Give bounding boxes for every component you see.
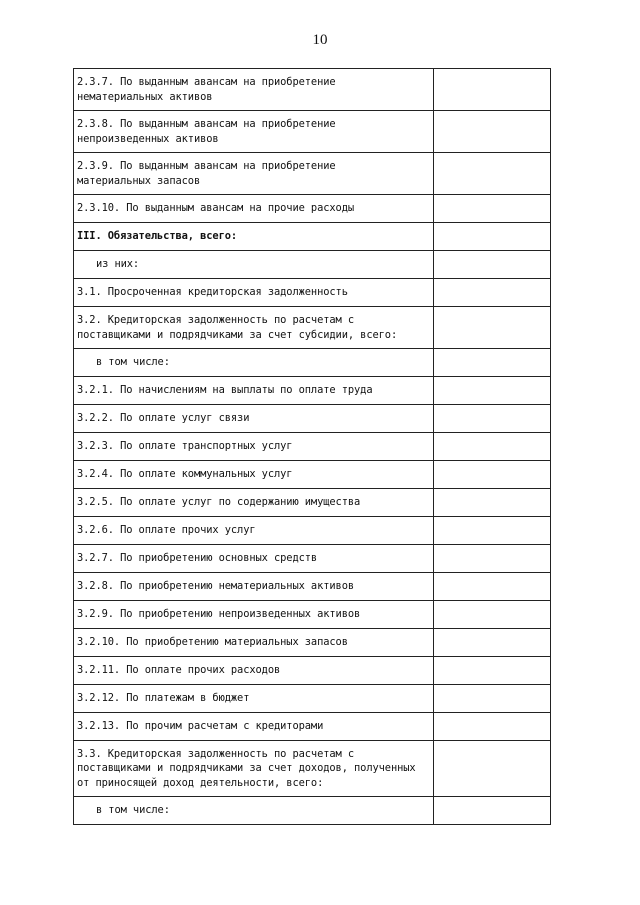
row-label: 3.2.5. По оплате услуг по содержанию имущества xyxy=(74,489,434,517)
row-label: из них: xyxy=(74,251,434,279)
row-value-cell xyxy=(434,741,551,797)
row-value-cell xyxy=(434,629,551,657)
table-row xyxy=(74,307,551,349)
table-row xyxy=(74,461,551,489)
row-label: 2.3.10. По выданным авансам на прочие расходы xyxy=(74,195,434,223)
row-label: III. Обязательства, всего: xyxy=(74,223,434,251)
row-value-cell xyxy=(434,489,551,517)
table-row xyxy=(74,153,551,195)
row-label: 2.3.8. По выданным авансам на приобретение непроизведенных активов xyxy=(74,111,434,153)
table-row xyxy=(74,573,551,601)
row-value-cell xyxy=(434,713,551,741)
row-value-cell xyxy=(434,657,551,685)
table-row xyxy=(74,279,551,307)
table-row xyxy=(74,349,551,377)
row-value-cell xyxy=(434,461,551,489)
row-value-cell xyxy=(434,601,551,629)
table-row xyxy=(74,377,551,405)
row-value-cell xyxy=(434,405,551,433)
row-value-cell xyxy=(434,517,551,545)
table-body xyxy=(74,69,551,825)
row-label: 3.2.8. По приобретению нематериальных активов xyxy=(74,573,434,601)
row-label: 2.3.9. По выданным авансам на приобретение материальных запасов xyxy=(74,153,434,195)
row-label: 3.2.10. По приобретению материальных запасов xyxy=(74,629,434,657)
row-value-cell xyxy=(434,111,551,153)
row-label: 3.1. Просроченная кредиторская задолженность xyxy=(74,279,434,307)
table-row xyxy=(74,545,551,573)
table-row xyxy=(74,111,551,153)
row-value-cell xyxy=(434,279,551,307)
row-value-cell xyxy=(434,223,551,251)
row-label: 3.2.13. По прочим расчетам с кредиторами xyxy=(74,713,434,741)
table-row xyxy=(74,657,551,685)
row-label: 3.2.2. По оплате услуг связи xyxy=(74,405,434,433)
table-row xyxy=(74,797,551,825)
row-label: 2.3.7. По выданным авансам на приобретение нематериальных активов xyxy=(74,69,434,111)
row-label: 3.2.7. По приобретению основных средств xyxy=(74,545,434,573)
row-value-cell xyxy=(434,195,551,223)
table-row xyxy=(74,223,551,251)
row-label: в том числе: xyxy=(74,797,434,825)
table-row xyxy=(74,629,551,657)
table-row xyxy=(74,685,551,713)
row-value-cell xyxy=(434,433,551,461)
table-row xyxy=(74,195,551,223)
page-number: 10 xyxy=(312,32,328,48)
table-row xyxy=(74,489,551,517)
row-value-cell xyxy=(434,545,551,573)
row-label: в том числе: xyxy=(74,349,434,377)
table-row xyxy=(74,601,551,629)
row-value-cell xyxy=(434,153,551,195)
row-value-cell xyxy=(434,797,551,825)
row-label: 3.2.11. По оплате прочих расходов xyxy=(74,657,434,685)
row-label: 3.3. Кредиторская задолженность по расчетам с поставщиками и подрядчиками за счет доходов, полученных от приносящей доход деятельности, всего: xyxy=(74,741,434,797)
row-label: 3.2. Кредиторская задолженность по расчетам с поставщиками и подрядчиками за счет субсидии, всего: xyxy=(74,307,434,349)
table-row xyxy=(74,713,551,741)
row-label: 3.2.4. По оплате коммунальных услуг xyxy=(74,461,434,489)
row-value-cell xyxy=(434,307,551,349)
financial-indicators-table xyxy=(73,68,551,825)
row-value-cell xyxy=(434,573,551,601)
row-label: 3.2.12. По платежам в бюджет xyxy=(74,685,434,713)
row-label: 3.2.9. По приобретению непроизведенных активов xyxy=(74,601,434,629)
row-value-cell xyxy=(434,377,551,405)
row-value-cell xyxy=(434,69,551,111)
row-label: 3.2.1. По начислениям на выплаты по оплате труда xyxy=(74,377,434,405)
row-label: 3.2.3. По оплате транспортных услуг xyxy=(74,433,434,461)
row-value-cell xyxy=(434,685,551,713)
table-row xyxy=(74,251,551,279)
table-row xyxy=(74,69,551,111)
row-value-cell xyxy=(434,251,551,279)
table-row xyxy=(74,433,551,461)
table-row xyxy=(74,517,551,545)
row-label: 3.2.6. По оплате прочих услуг xyxy=(74,517,434,545)
row-value-cell xyxy=(434,349,551,377)
table-row xyxy=(74,741,551,797)
table-row xyxy=(74,405,551,433)
